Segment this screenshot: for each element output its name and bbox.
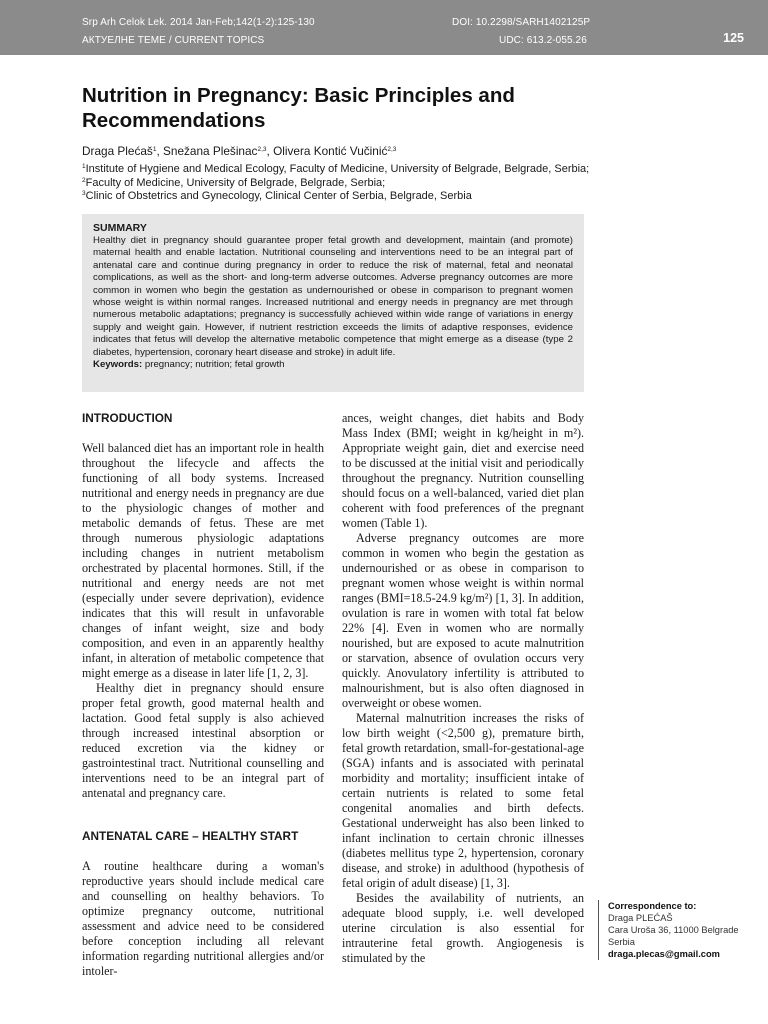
summary-box: [82, 214, 584, 392]
author-name: Draga Plećaš: [82, 144, 153, 158]
affiliation-mark: 1: [82, 163, 86, 170]
text-column-left: [82, 411, 324, 979]
article-title: Nutrition in Pregnancy: Basic Principles and Recommendations: [82, 84, 515, 132]
correspondence-address: Cara Uroša 36, 11000 Belgrade: [608, 925, 739, 935]
text-column-right: [342, 411, 584, 966]
author-list: Draga Plećaš$^1$, Snežana Plešinac$^{2,3}$, Olivera Kontić Vučinić$^{2,3}$: [82, 144, 397, 158]
author-name: Snežana Plešinac: [163, 144, 258, 158]
paragraph: Well balanced diet has an important role in health throughout the lifecycle and affects the functioning of all body systems. Increased nutritional and energy needs in pregnancy are due to the physiologic changes of mother and metabolic demands of fetus. These are met through numerous physiologic adaptations including changes in nutrient metabolism orchestrated by placental hormones. Still, if the nutritional and energy needs are not met (especially under severe deprivation), evidence indicates that this will result in unfavorable changes of infant weight, size and body composition, and even in an apparently healthy infant, in alteration of metabolic competence that might emerge as a disease in later life [1, 2, 3].: [82, 441, 324, 680]
doi[interactable]: DOI: 10.2298/SARH1402125P: [452, 17, 591, 28]
paragraph: Adverse pregnancy outcomes are more common in women who begin the gestation as undernourished or as obese in comparison to pregnant women whose weight is within normal ranges (BMI=18.5-24.9 kg/m²) [1, 3]. In addition, ovulation is rare in women with total fat below 22% [4]. Even in women who are normally nourished, but are exposed to acute malnutrition or starvation, absence of ovulation occurs very quickly. Anovulatory infertility is attributed to malnourishment, but is also often diagnosed in overweight or obese women.: [342, 531, 584, 710]
author-name: Olivera Kontić Vučinić: [273, 144, 388, 158]
summary-text: Healthy diet in pregnancy should guarantee proper fetal growth and development, maintain (and promote) maternal health and enable lactation. Nutritional counseling and interventions need to be an integral part of antenatal care and continue during pregnancy in order to reduce the risk of maternal, fetal and neonatal complications, as well as the short- and long-term adverse outcomes. Adverse pregnancy outcomes are more common in women who begin the gestation as undernourished or obese in comparison to pregnant women whose weight is within normal ranges. Increased nutritional and energy needs in pregnancy are met through numerous metabolic adaptations; pregnancy is successfully achieved within wide range of variations in energy supply and weight gain. However, if nutrient restriction exceeds the limits of adaptive responses, evidence indicates that fetus will develop the alternative metabolic competence that might emerge as a disease (type 2 diabetes, hypertension, coronary heart disease and stroke) in adult life.: [93, 235, 573, 358]
paragraph: Besides the availability of nutrients, an adequate blood supply, i.e. well developed uterine circulation is also essential for intrauterine fetal growth. Angiogenesis is stimulated by the: [342, 891, 584, 965]
keywords-text: pregnancy; nutrition; fetal growth: [142, 359, 285, 371]
paragraph: ances, weight changes, diet habits and Body Mass Index (BMI; weight in kg/height in m²). Appropriate weight gain, diet and exercise need to be discussed at the initial visit and periodically throughout the pregnancy. Nutrition counselling should focus on a well-balanced, varied diet plan coherent with food preferences of the pregnant women (Table 1).: [342, 411, 584, 530]
affiliation-list: [82, 163, 589, 204]
paragraph: Healthy diet in pregnancy should ensure proper fetal growth, good maternal health and lactation. Good fetal supply is also achieved through increased intestinal absorption or reduced excretion via the kidney or gastrointestinal tract. Nutritional counselling and interventions need to be an integral part of antenatal and pregnancy care.: [82, 681, 324, 800]
udc: UDC: 613.2-055.26: [499, 35, 587, 46]
keywords: [93, 359, 573, 371]
author-affiliation-mark: 1: [152, 146, 157, 153]
journal-header-bar: [0, 0, 768, 55]
affiliation: [82, 163, 589, 177]
author-affiliation-mark: 2,3: [257, 146, 267, 153]
section-heading-introduction: INTRODUCTION: [82, 411, 173, 425]
section-label: АКТУЕЛНЕ ТЕМЕ / CURRENT TOPICS: [82, 35, 265, 46]
paragraph: A routine healthcare during a woman's reproductive years should include medical care and counselling on healthy behaviors. To optimize pregnancy outcome, nutritional assessment and advice need to be considered before conception including all relevant information regarding nutritional allergies and/or intoler-: [82, 859, 324, 978]
journal-reference: Srp Arh Celok Lek. 2014 Jan-Feb;142(1-2):125-130: [82, 17, 315, 28]
affiliation-mark: 2: [82, 176, 86, 184]
affiliation-text: Clinic of Obstetrics and Gynecology, Clinical Center of Serbia, Belgrade, Serbia: [85, 190, 472, 203]
affiliation: [82, 190, 589, 204]
correspondence-box: [598, 900, 739, 960]
affiliation-text: Faculty of Medicine, University of Belgrade, Belgrade, Serbia;: [85, 176, 386, 189]
correspondence-heading: Correspondence to:: [608, 901, 697, 911]
section-heading-antenatal-care: ANTENATAL CARE – HEALTHY START: [82, 829, 299, 843]
keywords-label: Keywords:: [93, 359, 143, 371]
affiliation: [82, 177, 589, 191]
page-number: 125: [723, 31, 744, 45]
summary-heading: SUMMARY: [93, 222, 147, 234]
correspondence-name: Draga PLEĆAŠ: [608, 913, 673, 923]
correspondence-country: Serbia: [608, 937, 635, 947]
affiliation-text: Institute of Hygiene and Medical Ecology, Faculty of Medicine, University of Belgrade, Belgrade, Serbia;: [85, 163, 590, 175]
correspondence-email[interactable]: draga.plecas@gmail.com: [608, 949, 720, 959]
author-affiliation-mark: 2,3: [387, 146, 397, 153]
paragraph: Maternal malnutrition increases the risks of low birth weight (<2,500 g), premature birth, fetal growth retardation, small-for-gestational-age (SGA) infants and is associated with perinatal morbidity and mortality; insufficient intake of certain nutrients is related to some fetal congenital anomalies and birth defects. Gestational underweight has also been linked to infant inclination to certain chronic illnesses (diabetes mellitus type 2, hypertension, coronary disease, and stroke) in adulthood (hypothesis of fetal origin of adult disease) [1, 3].: [342, 711, 584, 890]
affiliation-mark: 3: [82, 190, 86, 198]
